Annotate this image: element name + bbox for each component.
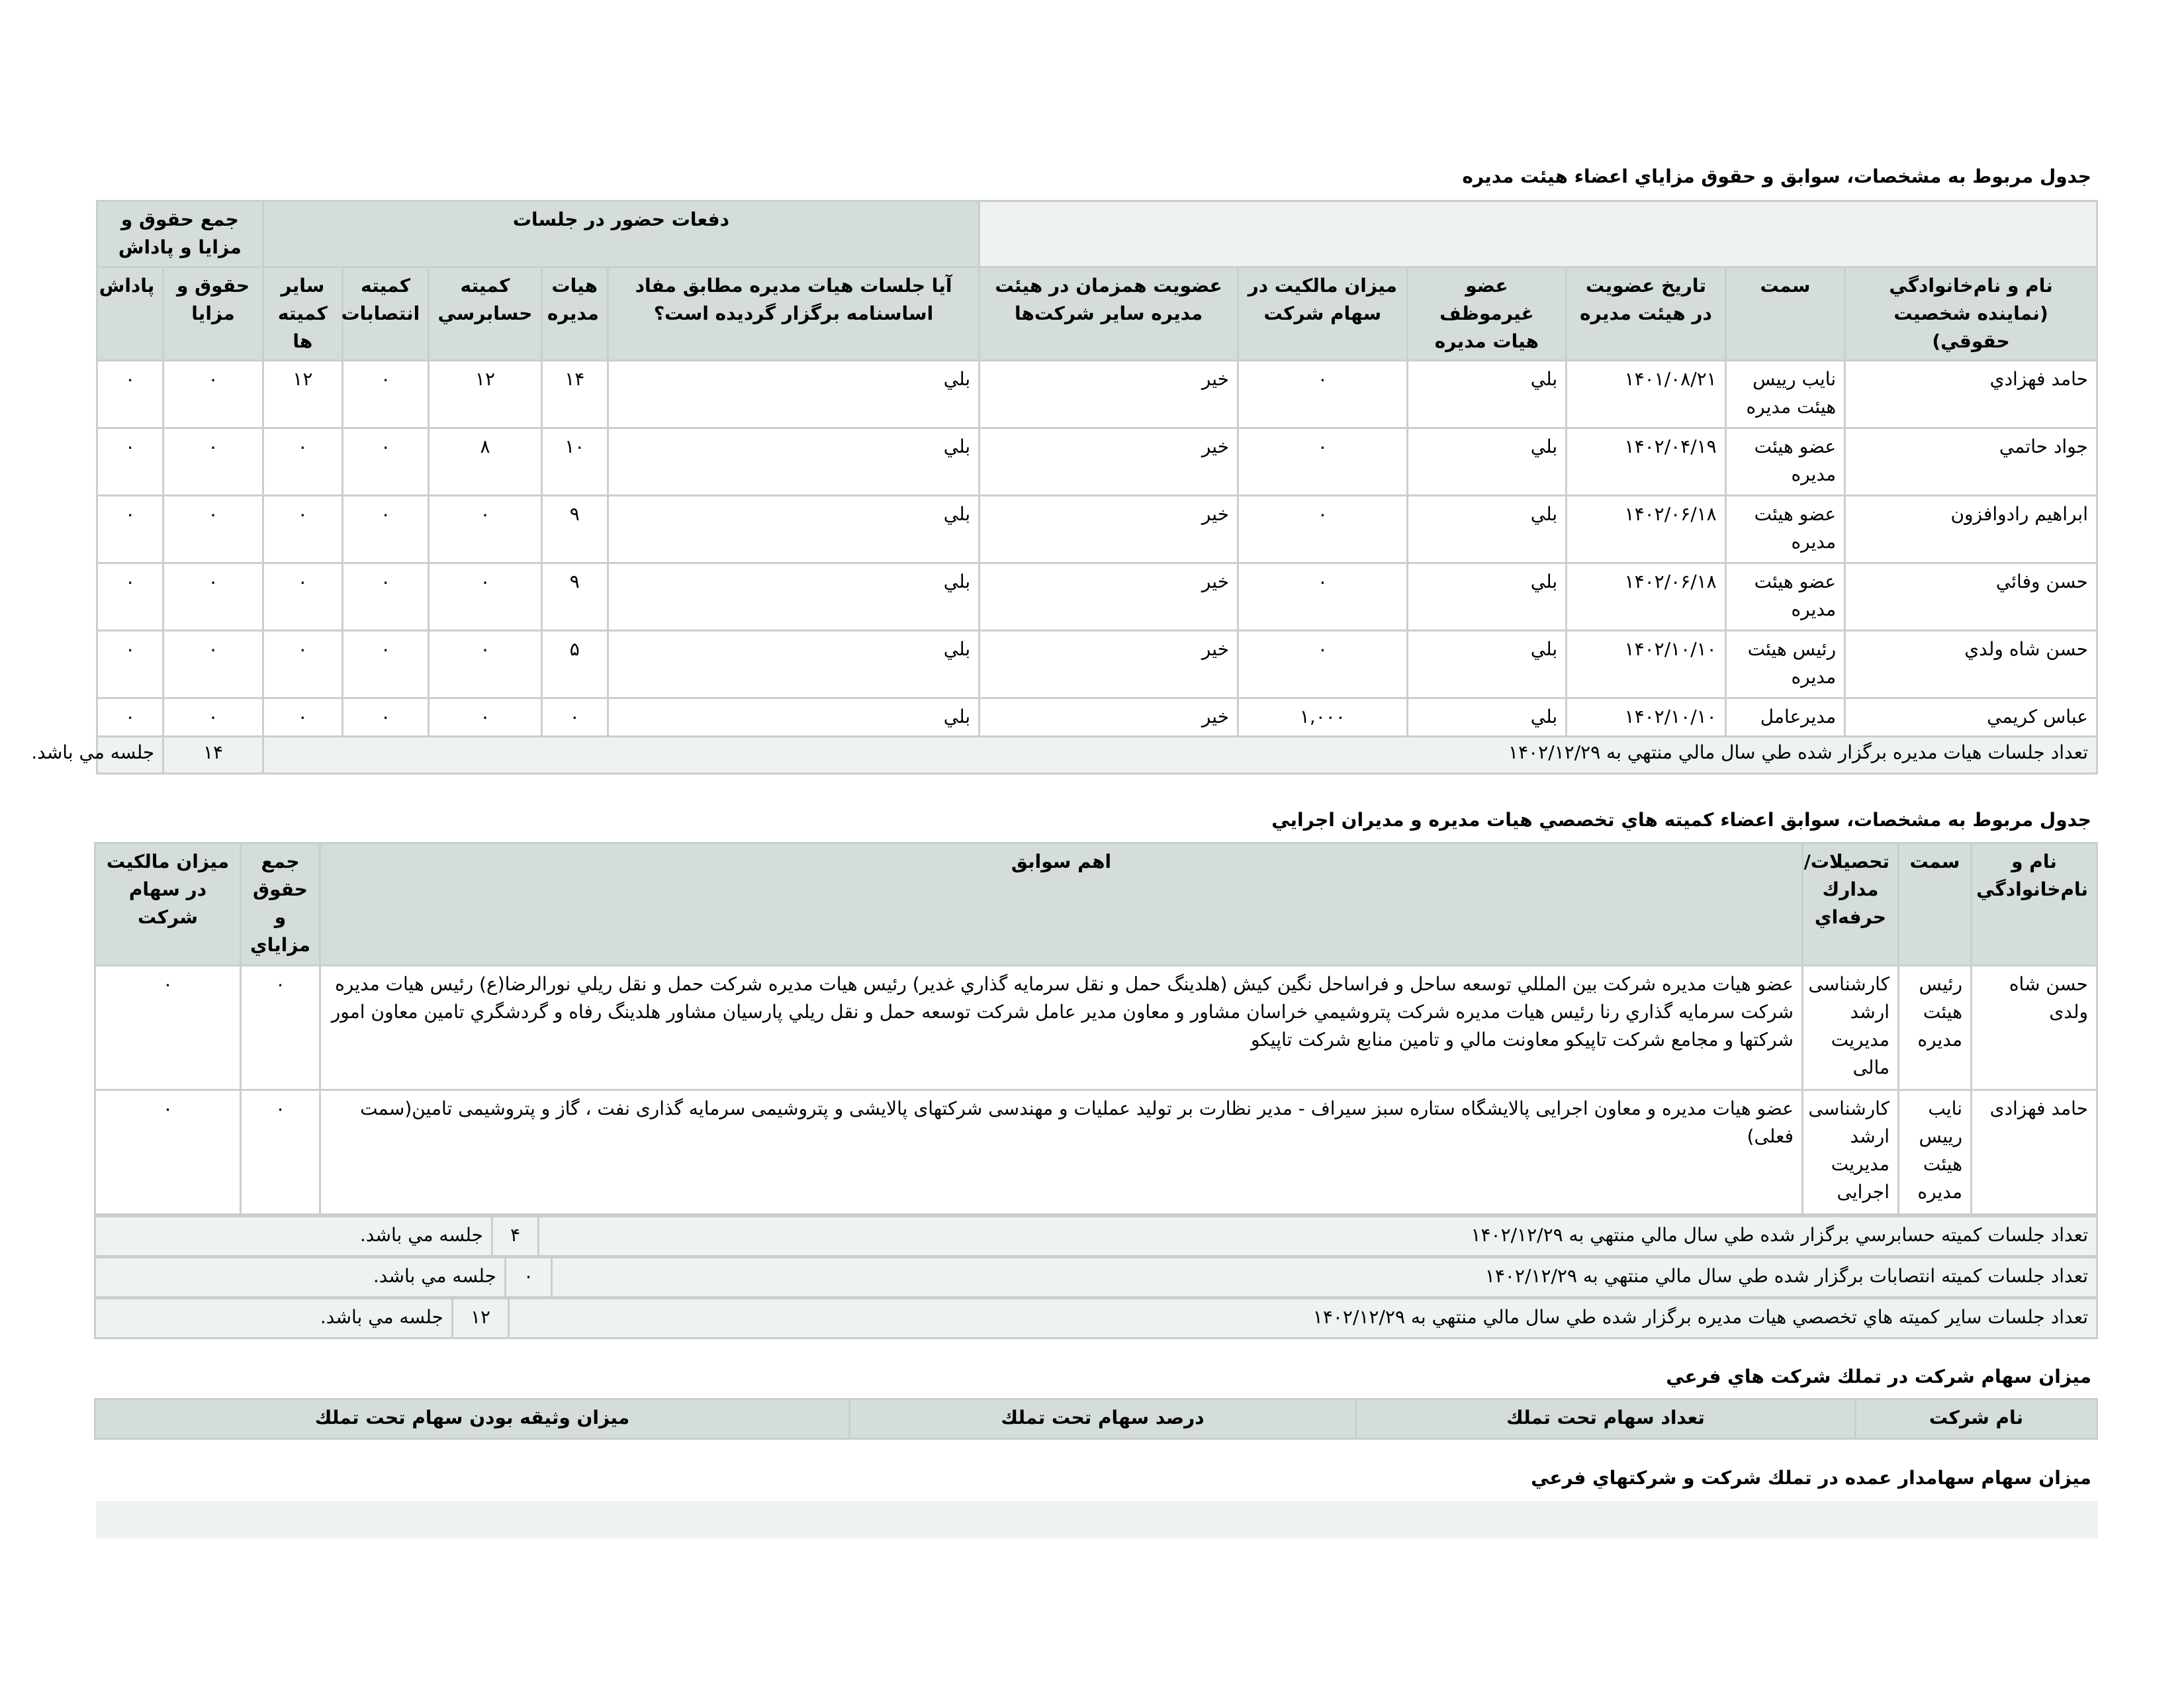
header-total-group: جمع حقوق و مزايا و پاداش [97,201,263,267]
board-cell-appoint: ۰ [342,698,428,737]
header-ownership: ميزان مالكيت در سهام شركت [1238,267,1408,361]
board-cell-audit: ۸ [429,428,541,496]
committee-cell-education: کارشناسی ارشد مدیریت اجرایی [1803,1090,1899,1215]
board-cell-bylaws: بلي [608,361,979,428]
committee-row [95,966,2097,1090]
header-att-other: ساير كميته ها [263,267,342,361]
committee-cell-salary: ۰ [241,966,320,1090]
board-cell-audit: ۱۲ [429,361,541,428]
board-cell-position: رئيس هيئت مديره [1725,631,1844,698]
header-other-boards: عضويت همزمان در هيئت مديره ساير شركت‌ها [979,267,1238,361]
committee-cell-experience: عضو هيات مديره شركت بين المللي توسعه ساحل و فراساحل نگين كيش (هلدينگ حمل و نقل سرمايه گذاري غدير) رئيس هيات مديره شركت حمل و نقل ريلي نورالرضا(ع) رئيس هيات مديره شركت سرمايه گذاري رنا رئيس هيات مديره شركت پتروشيمي خراسان مشاور و معاون مدير عامل شركت توسعه حمل و نقل ريلي پارسيان مشاور هلدينگ رفاه و گردشگري تامين معاون امور شركتها و مجامع شركت تاپيكو معاونت مالي و تامين منابع شركت تاپيكو [320,966,1803,1090]
board-cell-bylaws: بلي [608,496,979,563]
board-cell-appoint: ۰ [342,428,428,496]
board-row [97,496,2097,563]
appoint-summary-count: ۰ [506,1258,552,1297]
board-cell-position: مديرعامل [1725,698,1844,737]
subsidiaries-title: ميزان سهام شركت در تملك شركت هاي فرعي [1666,1366,2091,1387]
board-cell-audit: ۰ [429,496,541,563]
audit-summary-suffix: جلسه مي باشد. [95,1217,492,1256]
board-cell-salary: ۰ [163,428,263,496]
board-cell-board: ۰ [541,698,608,737]
board-cell-name: عباس كريمي [1845,698,2097,737]
committee-cell-name: حامد فهزادی [1972,1090,2097,1215]
board-cell-non-exec: بلي [1407,428,1567,496]
board-cell-appoint: ۰ [342,563,428,631]
board-cell-other: خير [979,563,1238,631]
other-summary-suffix: جلسه مي باشد. [95,1299,453,1338]
c-header-name: نام و نام‌خانوادگي [1972,843,2097,966]
board-cell-date: ۱۴۰۲/۱۰/۱۰ [1567,631,1726,698]
board-cell-name: حسن وفائي [1845,563,2097,631]
c-header-education: تحصيلات/ مدارك حرفه‌اي [1803,843,1899,966]
header-name: نام و نام‌خانوادگي (نماينده شخصيت حقوقي) [1845,267,2097,361]
board-cell-non-exec: بلي [1407,563,1567,631]
board-cell-bylaws: بلي [608,698,979,737]
board-cell-position: نايب رييس هيئت مديره [1725,361,1844,428]
committee-cell-experience: عضو هیات مدیره و معاون اجرایی پالایشگاه ستاره سبز سیراف - مدیر نظارت بر تولید عملیات و مهندسی شرکتهای پالایشی و پتروشیمی سرمایه گذاری نفت ، گاز و پتروشیمی تامین(سمت فعلی) [320,1090,1803,1215]
other-committee-summary [94,1297,2098,1339]
major-shareholder-empty-band [96,1501,2098,1538]
board-row [97,698,2097,737]
board-cell-other-comm: ۰ [263,428,342,496]
board-cell-audit: ۰ [429,631,541,698]
s-header-pledge: ميزان وثيقه بودن سهام تحت تملك [95,1399,850,1439]
committee-table-title: جدول مربوط به مشخصات، سوابق اعضاء كميته هاي تخصصي هيات مديره و مديران اجرايي [1271,809,2091,831]
board-cell-bonus: ۰ [97,361,163,428]
board-cell-date: ۱۴۰۲/۰۴/۱۹ [1567,428,1726,496]
board-cell-other-comm: ۰ [263,496,342,563]
board-cell-other-comm: ۰ [263,698,342,737]
board-cell-name: جواد حاتمي [1845,428,2097,496]
board-cell-ownership: ۰ [1238,361,1408,428]
board-cell-date: ۱۴۰۱/۰۸/۲۱ [1567,361,1726,428]
board-cell-bonus: ۰ [97,496,163,563]
board-cell-other: خير [979,496,1238,563]
board-cell-bonus: ۰ [97,428,163,496]
board-cell-board: ۹ [541,496,608,563]
board-cell-board: ۱۴ [541,361,608,428]
board-cell-other-comm: ۰ [263,631,342,698]
board-cell-ownership: ۰ [1238,496,1408,563]
committee-cell-position: نایب رییس هیئت مدیره [1899,1090,1972,1215]
board-cell-name: ابراهيم رادوافزون [1845,496,2097,563]
header-member-date: تاريخ عضويت در هيئت مديره [1567,267,1726,361]
other-summary-count: ۱۲ [453,1299,509,1338]
subsidiaries-table [94,1398,2098,1440]
appoint-summary-suffix: جلسه مي باشد. [95,1258,506,1297]
board-cell-ownership: ۰ [1238,563,1408,631]
board-members-table [31,200,2098,774]
header-position: سمت [1725,267,1844,361]
board-row [97,631,2097,698]
committee-members-table [94,842,2098,1215]
board-cell-appoint: ۰ [342,631,428,698]
board-cell-salary: ۰ [163,698,263,737]
board-cell-ownership: ۰ [1238,631,1408,698]
board-cell-board: ۵ [541,631,608,698]
committee-cell-ownership: ۰ [95,966,241,1090]
header-att-appoint: كميته انتصابات [342,267,428,361]
board-row [97,563,2097,631]
s-header-company: نام شركت [1856,1399,2097,1439]
committee-cell-name: حسن شاه ولدی [1972,966,2097,1090]
board-cell-other: خير [979,428,1238,496]
board-cell-bonus: ۰ [97,563,163,631]
board-cell-board: ۹ [541,563,608,631]
board-cell-date: ۱۴۰۲/۱۰/۱۰ [1567,698,1726,737]
c-header-ownership: ميزان مالكيت در سهام شركت [95,843,241,966]
appoint-committee-summary [94,1256,2098,1298]
board-row [97,361,2097,428]
header-att-board: هيات مديره [541,267,608,361]
board-cell-date: ۱۴۰۲/۰۶/۱۸ [1567,496,1726,563]
c-header-experience: اهم سوابق [320,843,1803,966]
header-attendance-group: دفعات حضور در جلسات [263,201,979,267]
s-header-count: تعداد سهام تحت تملك [1356,1399,1856,1439]
c-header-salary: جمع حقوق و مزاياي [241,843,320,966]
board-cell-bylaws: بلي [608,631,979,698]
board-cell-bylaws: بلي [608,563,979,631]
board-summary-suffix: جلسه مي باشد. [97,737,163,774]
board-cell-appoint: ۰ [342,496,428,563]
audit-summary-label: تعداد جلسات كميته حسابرسي برگزار شده طي سال مالي منتهي به ۱۴۰۲/۱۲/۲۹ [539,1217,2097,1256]
board-row [97,428,2097,496]
board-cell-non-exec: بلي [1407,698,1567,737]
board-summary-label: تعداد جلسات هيات مديره برگزار شده طي سال مالي منتهي به ۱۴۰۲/۱۲/۲۹ [263,737,2097,774]
board-cell-other: خير [979,631,1238,698]
board-cell-other: خير [979,698,1238,737]
board-cell-bonus: ۰ [97,631,163,698]
audit-committee-summary [94,1215,2098,1257]
committee-cell-position: رئیس هیئت مدیره [1899,966,1972,1090]
board-cell-salary: ۰ [163,563,263,631]
board-cell-ownership: ۰ [1238,428,1408,496]
board-cell-non-exec: بلي [1407,496,1567,563]
committee-cell-education: کارشناسی ارشد مدیریت مالی [1803,966,1899,1090]
board-cell-date: ۱۴۰۲/۰۶/۱۸ [1567,563,1726,631]
board-cell-bonus: ۰ [97,698,163,737]
major-shareholder-title: ميزان سهام سهامدار عمده در تملك شركت و شركتهاي فرعي [1531,1467,2091,1489]
board-cell-audit: ۰ [429,698,541,737]
board-cell-salary: ۰ [163,631,263,698]
board-cell-name: حامد فهزادي [1845,361,2097,428]
board-cell-position: عضو هيئت مديره [1725,563,1844,631]
committee-cell-ownership: ۰ [95,1090,241,1215]
board-cell-appoint: ۰ [342,361,428,428]
committee-row [95,1090,2097,1215]
audit-summary-count: ۴ [492,1217,539,1256]
board-cell-audit: ۰ [429,563,541,631]
board-cell-salary: ۰ [163,496,263,563]
board-cell-other-comm: ۰ [263,563,342,631]
board-cell-other-comm: ۱۲ [263,361,342,428]
board-cell-bylaws: بلي [608,428,979,496]
s-header-percent: درصد سهام تحت تملك [850,1399,1356,1439]
header-att-audit: كميته حسابرسي [429,267,541,361]
board-cell-position: عضو هيئت مديره [1725,428,1844,496]
c-header-position: سمت [1899,843,1972,966]
board-cell-ownership: ۱,۰۰۰ [1238,698,1408,737]
board-cell-position: عضو هيئت مديره [1725,496,1844,563]
other-summary-label: تعداد جلسات ساير كميته هاي تخصصي هيات مديره برگزار شده طي سال مالي منتهي به ۱۴۰۲/۱۲/۲۹ [509,1299,2097,1338]
board-cell-board: ۱۰ [541,428,608,496]
board-cell-other: خير [979,361,1238,428]
board-cell-salary: ۰ [163,361,263,428]
header-salary: حقوق و مزايا [163,267,263,361]
header-non-executive: عضو غيرموظف هيات مديره [1407,267,1567,361]
appoint-summary-label: تعداد جلسات كميته انتصابات برگزار شده طي سال مالي منتهي به ۱۴۰۲/۱۲/۲۹ [552,1258,2097,1297]
board-cell-name: حسن شاه ولدي [1845,631,2097,698]
header-bonus: پاداش [97,267,163,361]
committee-cell-salary: ۰ [241,1090,320,1215]
board-cell-non-exec: بلي [1407,361,1567,428]
board-cell-non-exec: بلي [1407,631,1567,698]
board-summary-count: ۱۴ [163,737,263,774]
header-held-per-bylaws: آيا جلسات هيات مديره مطابق مفاد اساسنامه برگزار گرديده است؟ [608,267,979,361]
board-table-title: جدول مربوط به مشخصات، سوابق و حقوق مزاياي اعضاء هيئت مديره [1462,165,2091,187]
header-spacer [979,201,2097,267]
